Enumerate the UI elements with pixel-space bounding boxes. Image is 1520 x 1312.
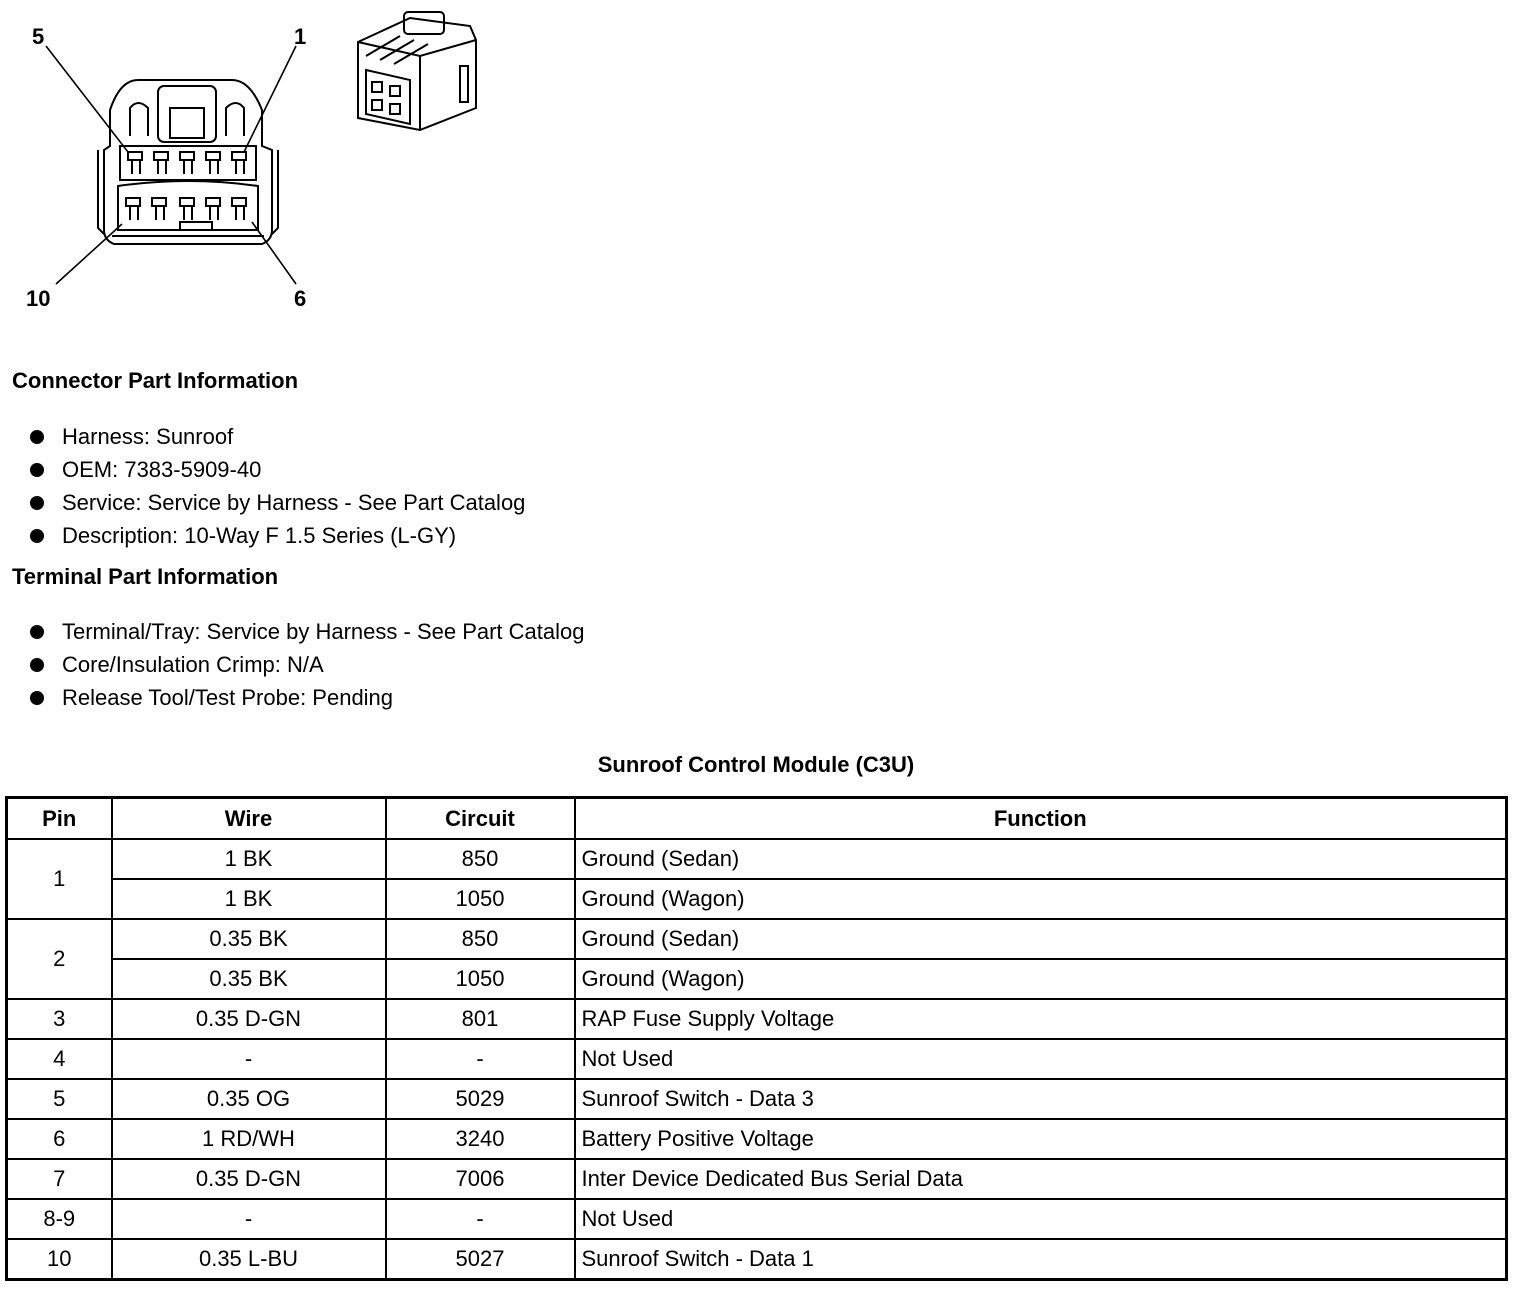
pin-cell: 2 — [7, 919, 112, 999]
header-pin: Pin — [7, 798, 112, 840]
list-item: Description: 10-Way F 1.5 Series (L-GY) — [28, 519, 525, 552]
function-cell: Ground (Wagon) — [575, 879, 1507, 919]
connector-part-info-heading: Connector Part Information — [12, 368, 299, 393]
table-row — [7, 1239, 1507, 1280]
wire-cell: - — [112, 1039, 386, 1079]
circuit-cell: 5027 — [386, 1239, 575, 1280]
pin-cell: 8-9 — [7, 1199, 112, 1239]
function-cell: Sunroof Switch - Data 1 — [575, 1239, 1507, 1280]
table-row — [7, 1079, 1507, 1119]
list-item: Terminal/Tray: Service by Harness - See Part Catalog — [28, 615, 585, 648]
function-cell: RAP Fuse Supply Voltage — [575, 999, 1507, 1039]
pin-cell: 4 — [7, 1039, 112, 1079]
table-row — [7, 1159, 1507, 1199]
pin-label-1: 1 — [294, 24, 307, 49]
table-row — [7, 839, 1507, 879]
wire-cell: 0.35 BK — [112, 959, 386, 999]
circuit-cell: 7006 — [386, 1159, 575, 1199]
list-item: OEM: 7383-5909-40 — [28, 453, 525, 486]
circuit-cell: 1050 — [386, 959, 575, 999]
wire-cell: 1 BK — [112, 879, 386, 919]
pin-cell: 6 — [7, 1119, 112, 1159]
terminal-part-info-heading: Terminal Part Information — [12, 564, 279, 589]
pin-label-5: 5 — [32, 24, 45, 49]
pin-cell: 10 — [7, 1239, 112, 1280]
circuit-cell: 3240 — [386, 1119, 575, 1159]
bullet-icon — [30, 691, 44, 705]
pin-cell: 7 — [7, 1159, 112, 1199]
header-function: Function — [575, 798, 1507, 840]
table-row — [7, 959, 1507, 999]
bullet-icon — [30, 625, 44, 639]
list-item: Harness: Sunroof — [28, 420, 525, 453]
wire-cell: 0.35 L-BU — [112, 1239, 386, 1280]
pin-cell: 3 — [7, 999, 112, 1039]
circuit-cell: - — [386, 1199, 575, 1239]
function-cell: Ground (Sedan) — [575, 839, 1507, 879]
circuit-cell: 850 — [386, 919, 575, 959]
pinout-table — [5, 796, 1508, 1281]
function-cell: Inter Device Dedicated Bus Serial Data — [575, 1159, 1507, 1199]
table-row — [7, 1119, 1507, 1159]
wire-cell: 0.35 BK — [112, 919, 386, 959]
bullet-icon — [30, 430, 44, 444]
table-header-row — [7, 798, 1507, 840]
connector-3d-view — [358, 12, 476, 130]
bullet-icon — [30, 463, 44, 477]
list-item: Core/Insulation Crimp: N/A — [28, 648, 585, 681]
circuit-cell: - — [386, 1039, 575, 1079]
table-row — [7, 919, 1507, 959]
header-circuit: Circuit — [386, 798, 575, 840]
pin-label-10: 10 — [26, 286, 51, 311]
wire-cell: 0.35 D-GN — [112, 999, 386, 1039]
circuit-cell: 801 — [386, 999, 575, 1039]
table-row — [7, 879, 1507, 919]
function-cell: Battery Positive Voltage — [575, 1119, 1507, 1159]
header-wire: Wire — [112, 798, 386, 840]
wire-cell: 1 RD/WH — [112, 1119, 386, 1159]
table-row — [7, 1039, 1507, 1079]
wire-cell: 1 BK — [112, 839, 386, 879]
table-row — [7, 999, 1507, 1039]
circuit-cell: 1050 — [386, 879, 575, 919]
circuit-cell: 850 — [386, 839, 575, 879]
function-cell: Sunroof Switch - Data 3 — [575, 1079, 1507, 1119]
wire-cell: 0.35 OG — [112, 1079, 386, 1119]
bullet-icon — [30, 658, 44, 672]
list-item: Release Tool/Test Probe: Pending — [28, 681, 585, 714]
bullet-icon — [30, 496, 44, 510]
pin-cell: 1 — [7, 839, 112, 919]
pin-label-6: 6 — [294, 286, 307, 311]
wire-cell: - — [112, 1199, 386, 1239]
bullet-icon — [30, 529, 44, 543]
table-title: Sunroof Control Module (C3U) — [597, 752, 915, 777]
wire-cell: 0.35 D-GN — [112, 1159, 386, 1199]
terminal-part-info-list — [28, 615, 585, 714]
circuit-cell: 5029 — [386, 1079, 575, 1119]
list-item: Service: Service by Harness - See Part Catalog — [28, 486, 525, 519]
function-cell: Not Used — [575, 1039, 1507, 1079]
function-cell: Not Used — [575, 1199, 1507, 1239]
table-row — [7, 1199, 1507, 1239]
function-cell: Ground (Sedan) — [575, 919, 1507, 959]
pin-cell: 5 — [7, 1079, 112, 1119]
connector-part-info-list — [28, 420, 525, 552]
connector-face-drawing — [0, 0, 520, 330]
function-cell: Ground (Wagon) — [575, 959, 1507, 999]
connector-diagram — [0, 0, 520, 330]
